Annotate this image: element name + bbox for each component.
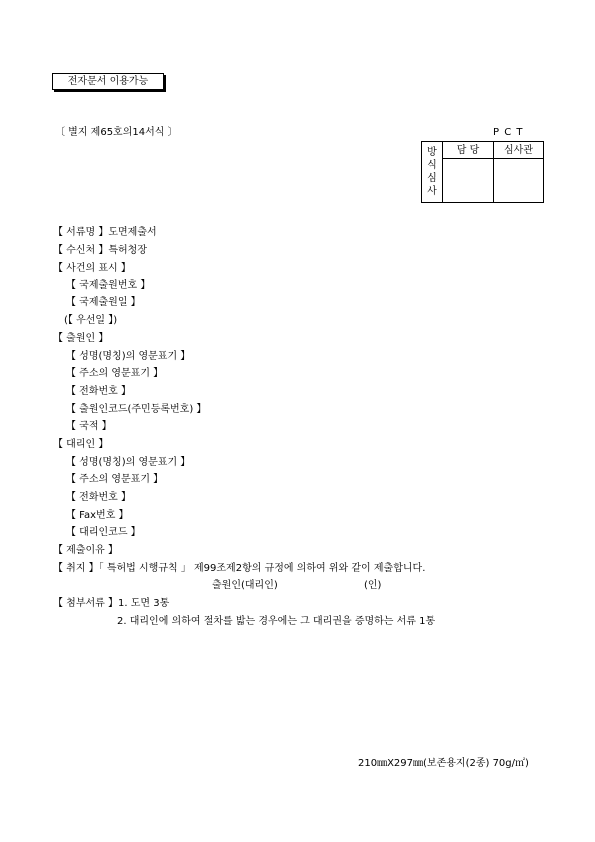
priority-date-line: (【 우선일 】) (64, 315, 118, 326)
doc-name-line: 【 서류명 】도면제출서 (53, 227, 157, 238)
reason-line: 【 제출이유 】 (53, 545, 118, 556)
intl-app-no-line: 【 국제출원번호 】 (66, 280, 151, 291)
pct-label: P C T (493, 127, 524, 138)
approval-side-char: 사 (427, 186, 437, 197)
approval-cell-officer (443, 159, 494, 202)
applicant-name-en-line: 【 성명(명칭)의 영문표기 】 (66, 351, 191, 362)
applicant-addr-en-line: 【 주소의 영문표기 】 (66, 368, 164, 379)
attachment-2-line: 2. 대리인에 의하여 절차를 밟는 경우에는 그 대리권을 증명하는 서류 1통 (117, 616, 436, 627)
agent-phone-line: 【 전화번호 】 (66, 492, 131, 503)
approval-header-officer: 담 당 (443, 142, 494, 159)
approval-side-char: 방 (427, 147, 437, 158)
attachments-line: 【 첨부서류 】1. 도면 3통 (53, 598, 170, 609)
agent-name-en-line: 【 성명(명칭)의 영문표기 】 (66, 457, 191, 468)
approval-side-label (422, 142, 443, 202)
seal-mark: (인) (364, 580, 382, 591)
recipient-line: 【 수신처 】특허청장 (53, 245, 147, 256)
approval-side-char: 식 (427, 160, 437, 171)
case-line: 【 사건의 표시 】 (53, 263, 131, 274)
applicant-phone-line: 【 전화번호 】 (66, 386, 131, 397)
agent-code-line: 【 대리인코드 】 (66, 527, 141, 538)
approval-header-examiner: 심사관 (494, 142, 543, 159)
electronic-document-badge: 전자문서 이용가능 (52, 73, 164, 90)
applicant-nationality-line: 【 국적 】 (66, 421, 112, 432)
agent-addr-en-line: 【 주소의 영문표기 】 (66, 474, 164, 485)
intl-app-date-line: 【 국제출원일 】 (66, 297, 141, 308)
approval-table (421, 141, 544, 203)
agent-fax-line: 【 Fax번호 】 (66, 510, 129, 521)
approval-cell-examiner (494, 159, 543, 202)
agent-line: 【 대리인 】 (53, 439, 109, 450)
approval-side-char: 심 (427, 173, 437, 184)
applicant-code-line: 【 출원인코드(주민등록번호) 】 (66, 404, 207, 415)
form-number: 〔 별지 제65호의14서식 〕 (55, 127, 178, 138)
purpose-line: 【 취지 】「 특허법 시행규칙 」 제99조제2항의 규정에 의하여 위와 같이 제출합니다. (53, 563, 426, 574)
signer-line: 출원인(대리인) (212, 580, 278, 591)
paper-spec: 210㎜X297㎜(보존용지(2종) 70g/㎡) (358, 758, 529, 769)
applicant-line: 【 출원인 】 (53, 333, 109, 344)
